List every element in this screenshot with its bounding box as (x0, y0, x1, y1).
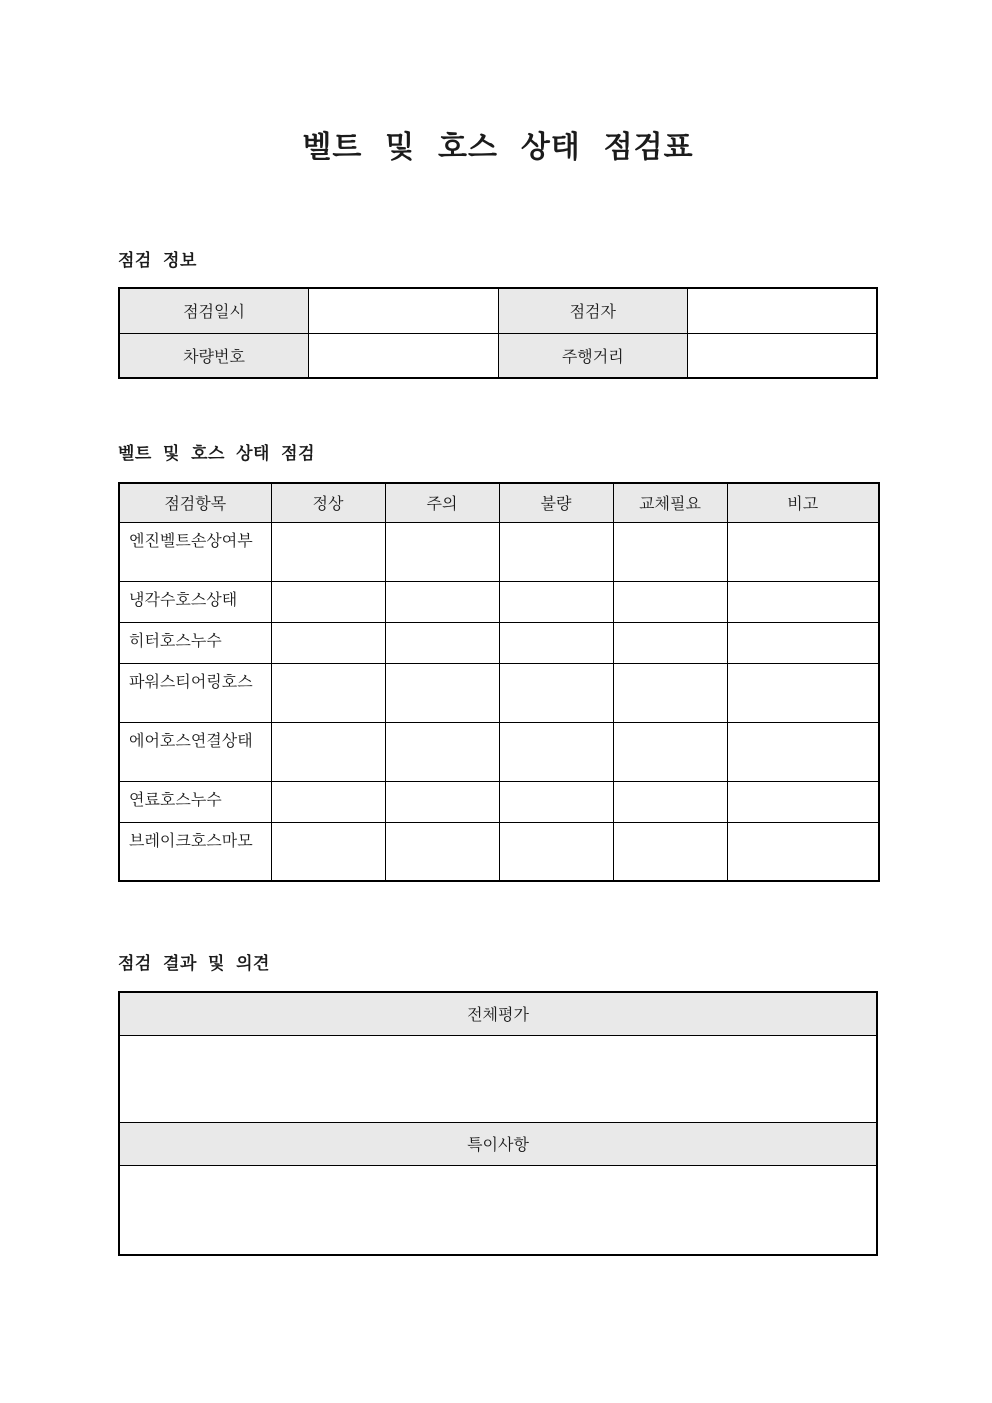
table-row (119, 822, 879, 881)
cell-caution[interactable] (385, 663, 499, 722)
cell-replace-needed[interactable] (613, 822, 727, 881)
cell-normal[interactable] (271, 822, 385, 881)
cell-normal[interactable] (271, 581, 385, 622)
cell-note[interactable] (727, 722, 879, 781)
inspector-label: 점검자 (498, 288, 688, 333)
cell-note[interactable] (727, 581, 879, 622)
column-header-normal: 정상 (271, 483, 385, 522)
inspection-date-value-cell[interactable] (309, 288, 499, 333)
cell-note[interactable] (727, 822, 879, 881)
checklist-item-label: 연료호스누수 (119, 781, 271, 822)
mileage-value-cell[interactable] (688, 333, 878, 378)
special-notes-value-cell[interactable] (119, 1165, 877, 1255)
cell-note[interactable] (727, 781, 879, 822)
table-row (119, 722, 879, 781)
cell-caution[interactable] (385, 822, 499, 881)
table-row (119, 1035, 877, 1122)
cell-replace-needed[interactable] (613, 522, 727, 581)
overall-evaluation-value-cell[interactable] (119, 1035, 877, 1122)
cell-normal[interactable] (271, 522, 385, 581)
overall-evaluation-label: 전체평가 (119, 992, 877, 1035)
cell-note[interactable] (727, 522, 879, 581)
cell-caution[interactable] (385, 522, 499, 581)
page-title: 벨트 및 호스 상태 점검표 (302, 131, 694, 164)
table-row (119, 1165, 877, 1255)
info-table (118, 287, 878, 379)
table-row (119, 663, 879, 722)
mileage-label: 주행거리 (498, 333, 688, 378)
cell-replace-needed[interactable] (613, 581, 727, 622)
cell-replace-needed[interactable] (613, 622, 727, 663)
result-section (118, 953, 878, 1256)
special-notes-label: 특이사항 (119, 1122, 877, 1165)
table-row (119, 622, 879, 663)
inspector-value-cell[interactable] (688, 288, 878, 333)
table-row (119, 288, 877, 333)
checklist-item-label: 엔진벨트손상여부 (119, 522, 271, 581)
cell-defective[interactable] (499, 663, 613, 722)
cell-caution[interactable] (385, 722, 499, 781)
column-header-note: 비고 (727, 483, 879, 522)
cell-defective[interactable] (499, 622, 613, 663)
column-header-defective: 불량 (499, 483, 613, 522)
cell-note[interactable] (727, 663, 879, 722)
checklist-header-row (119, 483, 879, 522)
inspection-date-label: 점검일시 (119, 288, 309, 333)
cell-caution[interactable] (385, 622, 499, 663)
cell-note[interactable] (727, 622, 879, 663)
cell-caution[interactable] (385, 781, 499, 822)
cell-defective[interactable] (499, 581, 613, 622)
column-header-item: 점검항목 (119, 483, 271, 522)
table-row (119, 781, 879, 822)
checklist-item-label: 브레이크호스마모 (119, 822, 271, 881)
info-section (118, 250, 878, 379)
table-row (119, 333, 877, 378)
cell-replace-needed[interactable] (613, 781, 727, 822)
checklist-section-heading: 벨트 및 호스 상태 점검 (118, 444, 315, 463)
cell-defective[interactable] (499, 522, 613, 581)
column-header-caution: 주의 (385, 483, 499, 522)
checklist-item-label: 에어호스연결상태 (119, 722, 271, 781)
column-header-replace-needed: 교체필요 (613, 483, 727, 522)
vehicle-number-value-cell[interactable] (309, 333, 499, 378)
table-row (119, 992, 877, 1035)
cell-caution[interactable] (385, 581, 499, 622)
cell-replace-needed[interactable] (613, 722, 727, 781)
table-row (119, 581, 879, 622)
info-section-heading: 점검 정보 (118, 251, 197, 270)
result-table (118, 991, 878, 1256)
checklist-item-label: 파워스티어링호스 (119, 663, 271, 722)
checklist-item-label: 냉각수호스상태 (119, 581, 271, 622)
cell-normal[interactable] (271, 622, 385, 663)
cell-normal[interactable] (271, 781, 385, 822)
checklist-item-label: 히터호스누수 (119, 622, 271, 663)
cell-replace-needed[interactable] (613, 663, 727, 722)
cell-normal[interactable] (271, 663, 385, 722)
table-row (119, 522, 879, 581)
cell-defective[interactable] (499, 722, 613, 781)
cell-normal[interactable] (271, 722, 385, 781)
vehicle-number-label: 차량번호 (119, 333, 309, 378)
result-section-heading: 점검 결과 및 의견 (118, 954, 270, 973)
checklist-section (118, 443, 878, 882)
cell-defective[interactable] (499, 781, 613, 822)
checklist-table (118, 482, 880, 882)
cell-defective[interactable] (499, 822, 613, 881)
table-row (119, 1122, 877, 1165)
